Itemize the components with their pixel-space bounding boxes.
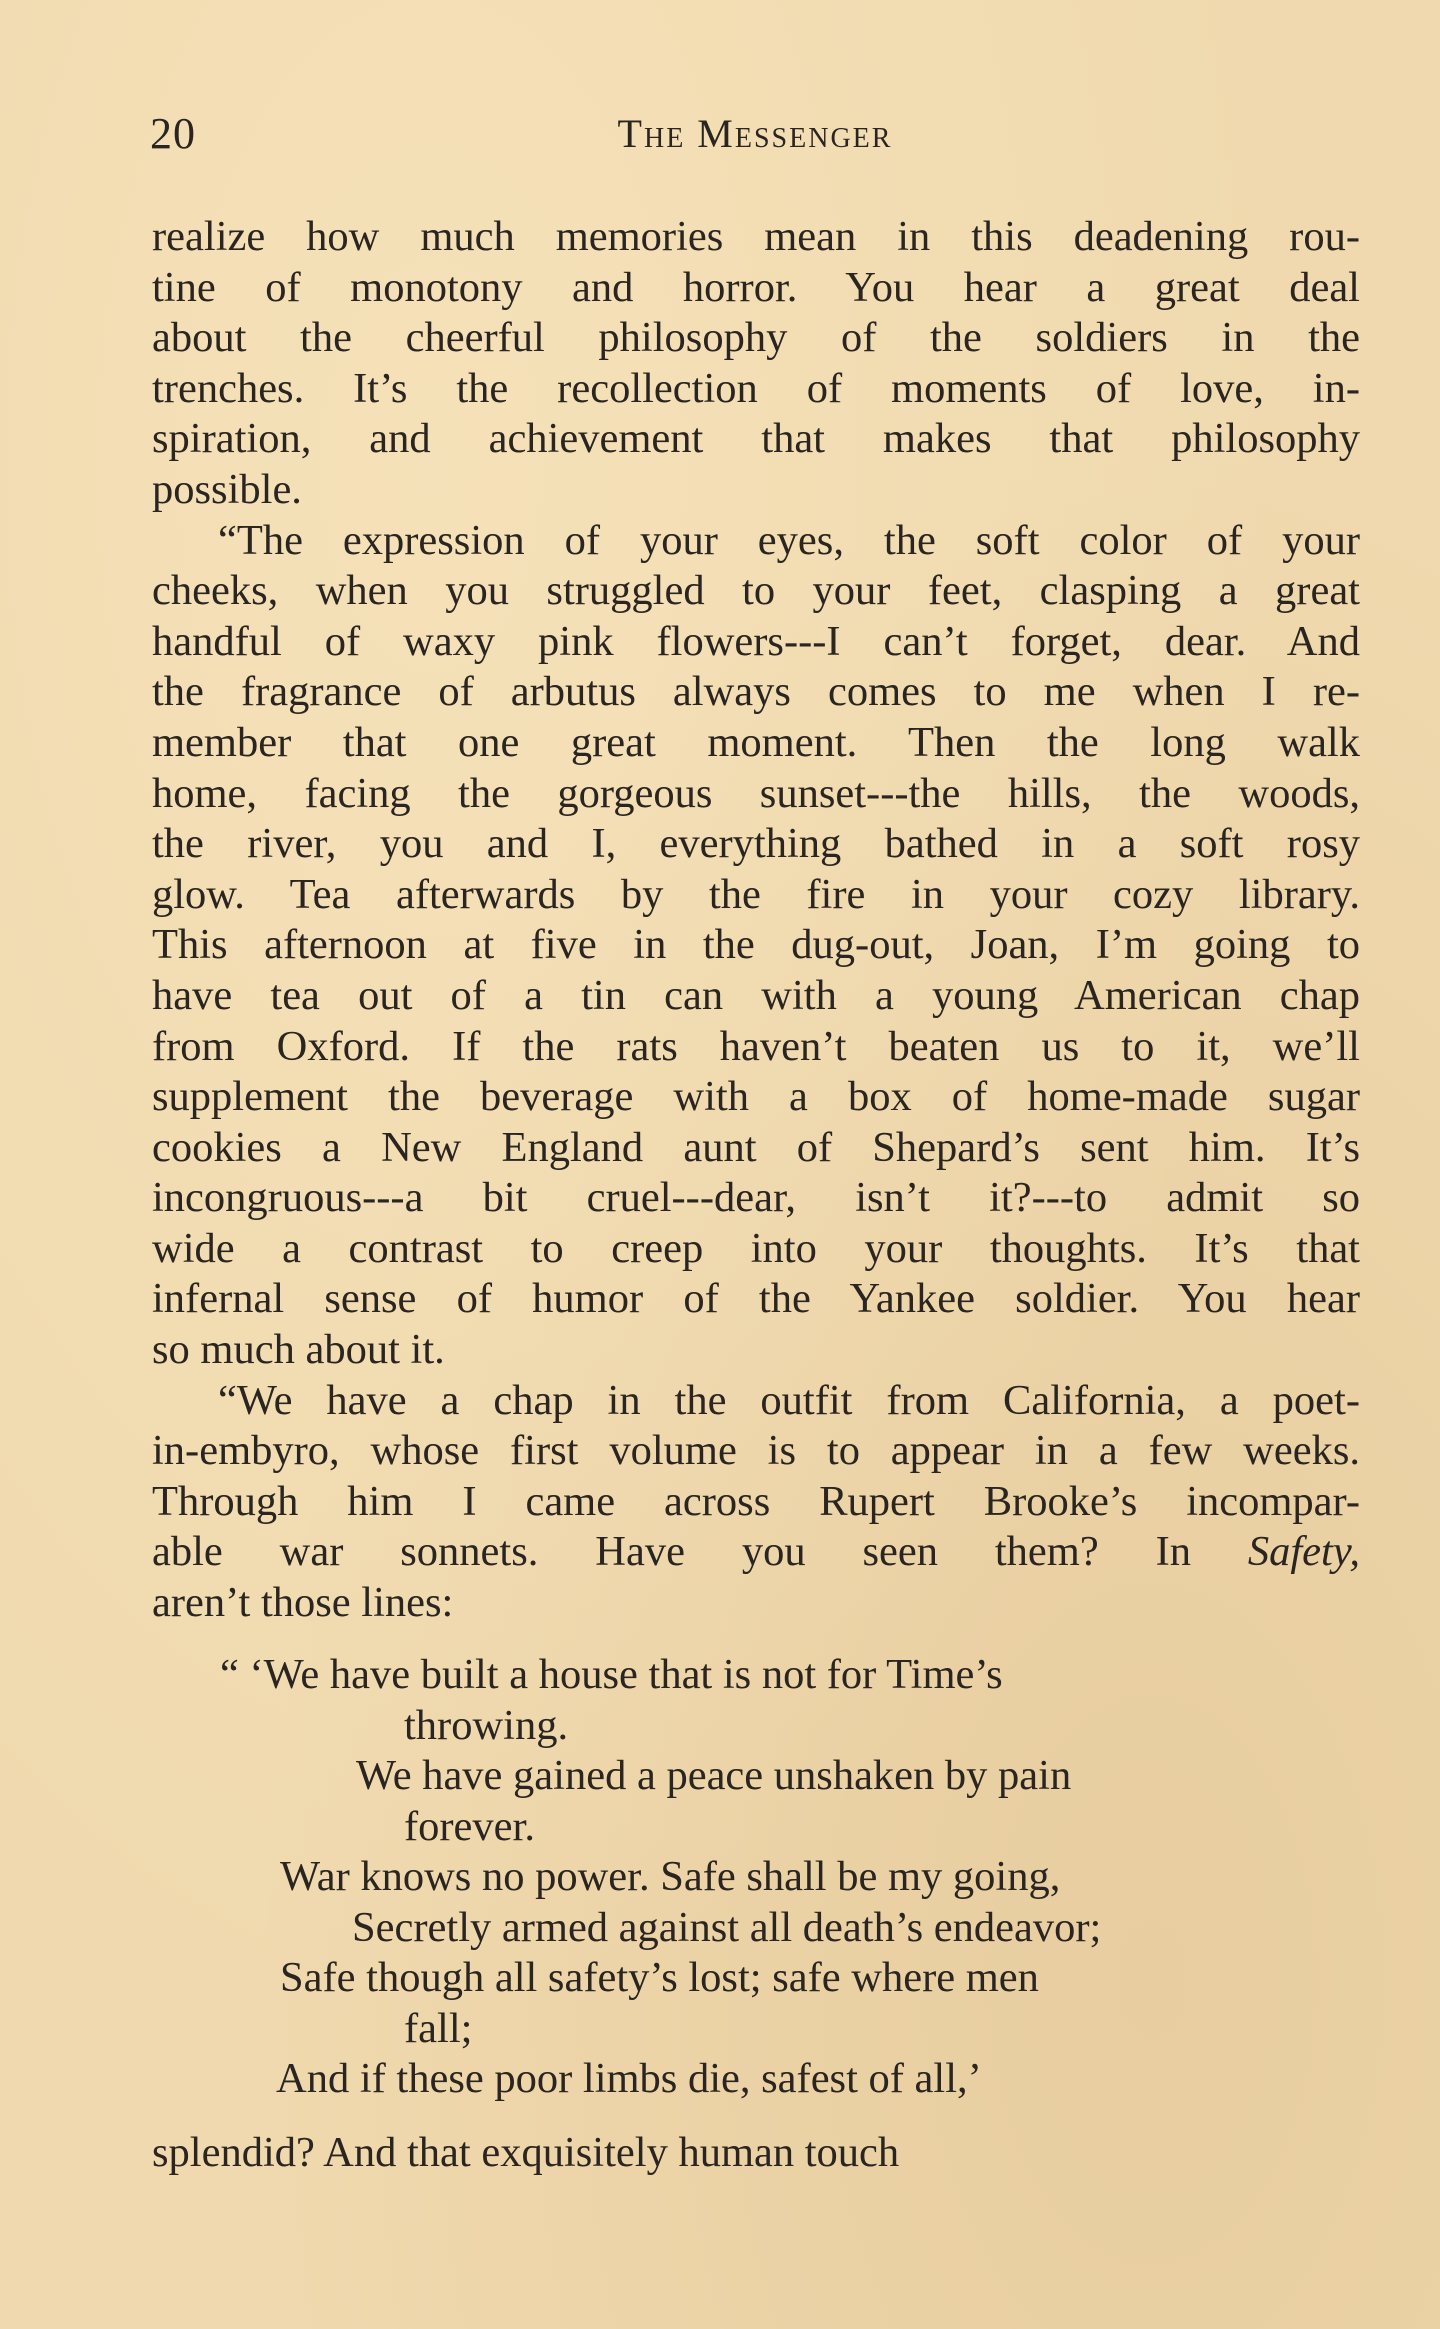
text-line: handful of waxy pink flowers---I can’t forget, dear. And (152, 617, 1360, 665)
verse-line: We have gained a peace unshaken by pain (356, 1752, 1072, 1799)
verse-line: forever. (404, 1802, 535, 1850)
verse-line: Safe though all safety’s lost; safe where men (280, 1954, 1039, 2001)
text-line: from Oxford. If the rats haven’t beaten us to it, we’ll (152, 1022, 1360, 1070)
verse-line: throwing. (404, 1701, 569, 1749)
text-line: incongruous---a bit cruel---dear, isn’t it?---to admit so (152, 1174, 1360, 1222)
text-line-segment: able war sonnets. Have you seen them? In (152, 1528, 1191, 1576)
text-line: glow. Tea afterwards by the fire in your cozy library. (152, 870, 1360, 918)
page-number: 20 (150, 109, 196, 158)
text-line: “We have a chap in the outfit from California, a poet- (218, 1376, 1360, 1424)
text-line: realize how much memories mean in this deadening rou- (152, 213, 1360, 260)
verse-line: Secretly armed against all death’s endeavor; (352, 1903, 1102, 1951)
text-line: so much about it. (152, 1326, 445, 1374)
text-line: wide a contrast to creep into your thoughts. It’s that (152, 1224, 1360, 1272)
verse-line: fall; (404, 2004, 473, 2052)
text-line: the fragrance of arbutus always comes to me when I re- (152, 668, 1360, 716)
text-line: spiration, and achievement that makes that philosophy (152, 415, 1360, 463)
verse-line: War knows no power. Safe shall be my going, (280, 1853, 1061, 1900)
closing-line: splendid? And that exquisitely human touch (152, 2129, 900, 2176)
verse-line: And if these poor limbs die, safest of all,’ (276, 2055, 982, 2102)
body-text (152, 212, 1360, 1629)
text-line: infernal sense of humor of the Yankee soldier. You hear (152, 1275, 1360, 1323)
text-line: trenches. It’s the recollection of moments of love, in- (152, 364, 1360, 412)
poem-title: Safety, (1247, 1528, 1360, 1576)
text-line: tine of monotony and horror. You hear a great deal (152, 263, 1360, 311)
text-line: cookies a New England aunt of Shepard’s sent him. It’s (152, 1123, 1360, 1171)
text-line: possible. (152, 465, 302, 513)
text-line: aren’t those lines: (152, 1579, 454, 1627)
text-line: “The expression of your eyes, the soft color of your (218, 516, 1360, 564)
text-line: cheeks, when you struggled to your feet, clasping a great (152, 567, 1360, 615)
text-line: member that one great moment. Then the long walk (152, 718, 1360, 766)
text-line: in-embyro, whose first volume is to appear in a few weeks. (152, 1427, 1360, 1475)
verse-block (152, 1650, 1360, 2105)
running-title: The Messenger (617, 111, 893, 156)
text-line: about the cheerful philosophy of the soldiers in the (152, 314, 1360, 362)
text-line: the river, you and I, everything bathed in a soft rosy (152, 820, 1360, 868)
text-line: Through him I came across Rupert Brooke’s incompar- (152, 1477, 1360, 1525)
text-line: have tea out of a tin can with a young American chap (152, 971, 1360, 1019)
text-line: home, facing the gorgeous sunset---the hills, the woods, (152, 769, 1360, 817)
text-line: This afternoon at five in the dug-out, Joan, I’m going to (152, 921, 1360, 969)
page-header (150, 108, 1360, 168)
verse-line: “ ‘We have built a house that is not for Time’s (220, 1651, 1003, 1698)
text-line (152, 1527, 1360, 1578)
text-line: supplement the beverage with a box of home-made sugar (152, 1073, 1360, 1121)
